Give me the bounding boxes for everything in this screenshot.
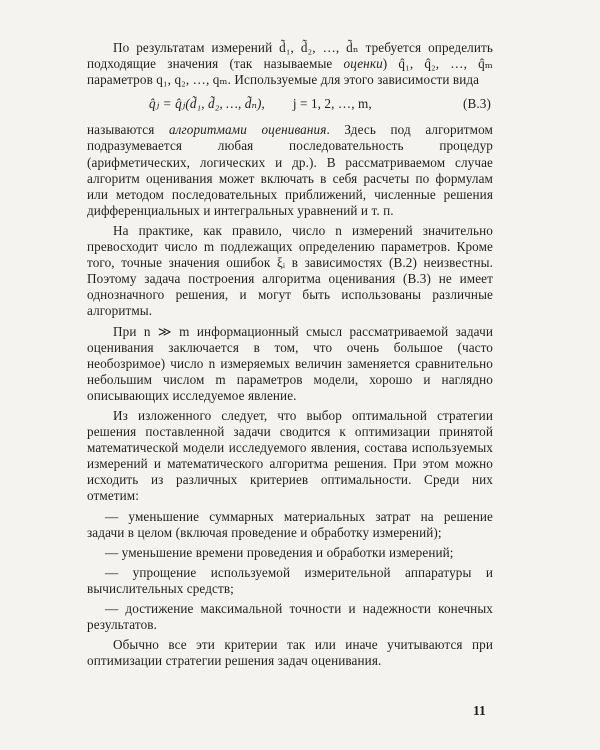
paragraph-p2: называются алгоритмами оценивания. Здесь под алгоритмом подразумевается любая последовательность процедур (арифметических, логических и др.). В рассматриваемом случае алгоритм оценивания может включать в себя расчеты по формулам или методом последовательных приближений, численные решения дифференциальных и интегральных уравнений и т. п. (87, 122, 494, 218)
criterion-item-3: — упрощение используемой измерительной аппаратуры и вычислительных средств; (87, 564, 493, 596)
page-body (87, 40, 493, 673)
emphasized-term: оценки (343, 56, 383, 72)
paragraph-p4: При n ≫ m информационный смысл рассматриваемой задачи оценивания заключается в том, что очень большое (часто необозримое) число n измеряемых величин заменяется сравнительно небольшим числом m параметров модели, хорошо и наглядно описывающих исследуемое явление. (87, 323, 493, 403)
formula-label: (В.3) (463, 96, 491, 112)
formula-expression: q̂ⱼ = q̂ⱼ(d̃₁, d̃₂, …, d̃ₙ), (149, 96, 265, 112)
emphasized-term: алгоритмами оценивания (168, 122, 327, 138)
paragraph-p1: По результатам измерений d̃₁, d̃₂, …, d̃ₙ требуется определить подходящие значения (так называемые оценки) q̂₁, q̂₂, …, q̂ₘ параметров q₁, q₂, …, qₘ. Используемые для этого зависимости вида (87, 40, 493, 88)
formula-b3 (87, 96, 493, 112)
paragraph-p3: На практике, как правило, число n измерений значительно превосходит число m подлежащих определению параметров. Кроме того, точные значения ошибок ξᵢ в зависимостях (В.2) неизвестны. Поэтому задача построения алгоритма оценивания (В.3) не имеет однозначного решения, и могут быть использованы различные алгоритмы. (87, 222, 493, 319)
criterion-item-4: — достижение максимальной точности и надежности конечных результатов. (87, 601, 493, 633)
criterion-item-2: — уменьшение времени проведения и обработки измерений; (105, 544, 454, 560)
closing-paragraph: Обычно все эти критерии так или иначе учитываются при оптимизации стратегии решения задач оценивания. (87, 637, 493, 669)
page-number: 11 (473, 703, 486, 718)
paragraph-p5: Из изложенного следует, что выбор оптимальной стратегии решения поставленной задачи сводится к оптимизации принятой математической модели исследуемого явления, состава используемых измерений и математического алгоритма решения. При этом можно исходить из различных критериев оптимальности. Среди них отметим: (87, 407, 493, 504)
criterion-item-1: — уменьшение суммарных материальных затрат на решение задачи в целом (включая проведение и обработку измерений); (87, 508, 493, 540)
formula-range: j = 1, 2, …, m, (292, 96, 372, 112)
